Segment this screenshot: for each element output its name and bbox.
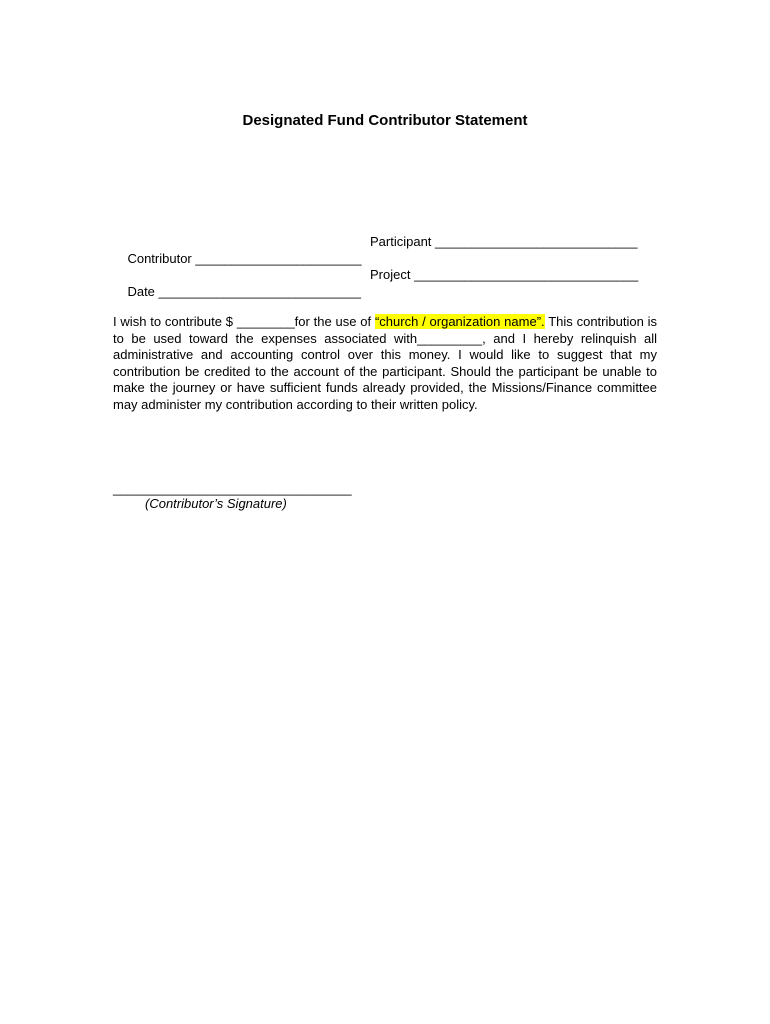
statement-paragraph — [113, 314, 657, 414]
date-field: Date ____________________________ — [127, 284, 361, 299]
participant-field: Participant ____________________________ — [370, 234, 638, 249]
statement-text-rest: This contribution is to be used toward the expenses associated with_________, and I hereby relinquish all administrative and accounting control over this money. I would like to suggest that my contribution be credited to the account of the participant. Should the participant be unable to make the journey or have sufficient funds already provided, the Missions/Finance committee may administer my contribution according to their written policy. — [113, 314, 657, 412]
project-field: Project _______________________________ — [370, 267, 639, 282]
organization-name-highlight: “church / organization name”. — [374, 314, 545, 329]
statement-text-start: I wish to contribute $ ________for the use of — [113, 314, 375, 329]
signature-line: _________________________________ — [113, 481, 352, 496]
contributor-field: Contributor _______________________ — [127, 251, 362, 266]
signature-caption: (Contributor’s Signature) — [145, 496, 287, 511]
document-title: Designated Fund Contributor Statement — [242, 112, 528, 129]
